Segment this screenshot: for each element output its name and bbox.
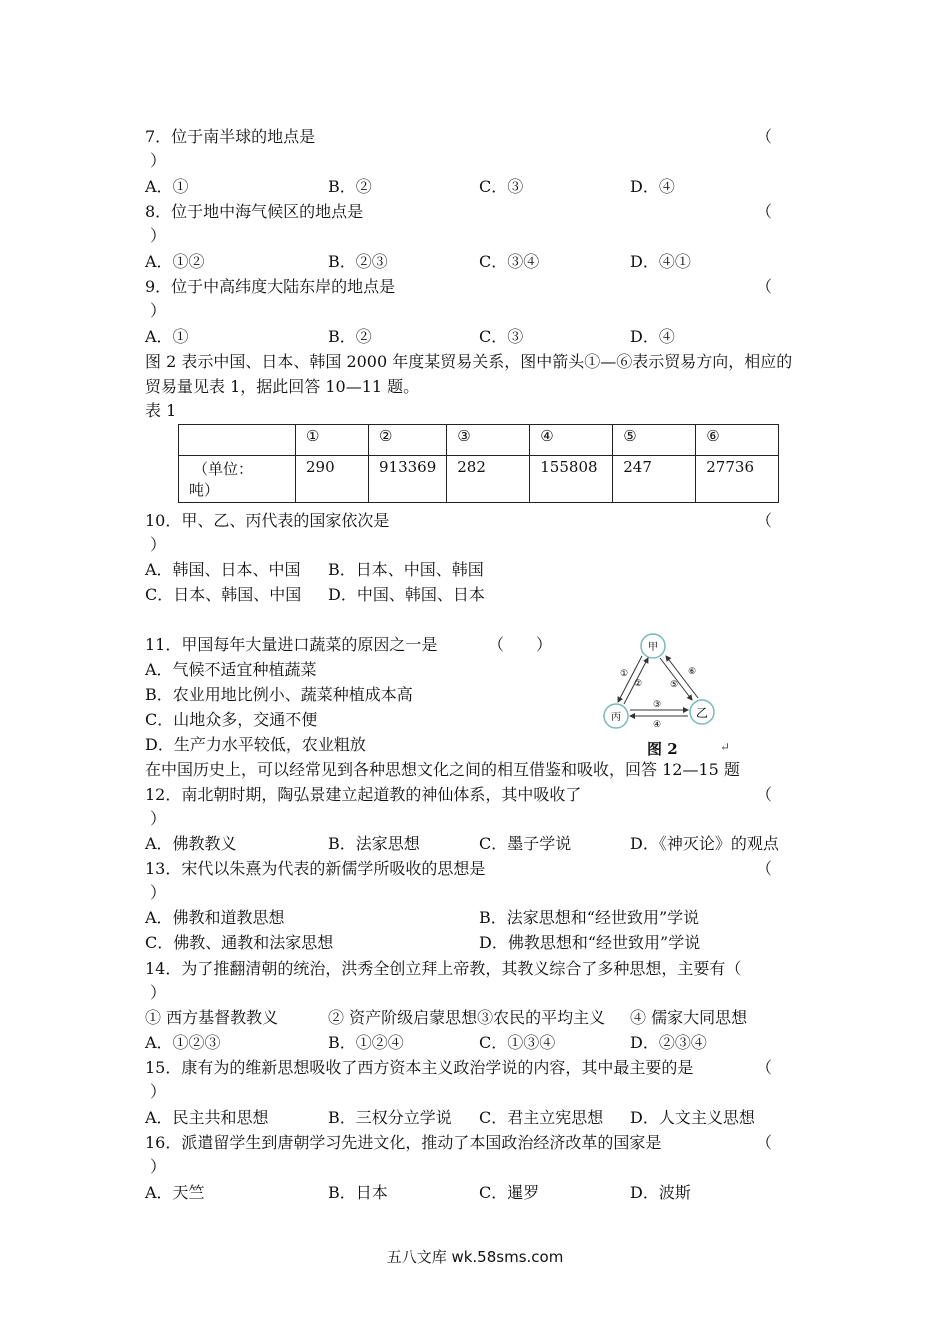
q15-stem: 15．康有为的维新思想吸收了西方资本主义政治学说的内容，其中最主要的是	[145, 1058, 694, 1077]
arrow-6-label: ⑥	[688, 667, 697, 677]
table1-header-cell: ①	[296, 425, 369, 456]
q8-stem: 8．位于地中海气候区的地点是	[145, 202, 364, 221]
q16-paren-close: ）	[150, 1157, 167, 1176]
q11-option-d: D．生产力水平较低，农业粗放	[145, 735, 366, 754]
arrow-6	[666, 656, 698, 698]
intro-12-15: 在中国历史上，可以经常见到各种思想文化之间的相互借鉴和吸收，回答 12—15 题	[145, 760, 740, 779]
q12-option-d: D．《神灭论》的观点	[630, 834, 779, 853]
table1-cell: 27736	[696, 456, 779, 503]
table1-row-label-1: （单位：	[193, 460, 254, 478]
intro-10-11-line1: 图 2 表示中国、日本、韩国 2000 年度某贸易关系，图中箭头①—⑥表示贸易方向，相应的	[145, 352, 793, 371]
q11-option-a: A．气候不适宜种植蔬菜	[145, 660, 317, 679]
node-c-label: 丙	[611, 712, 621, 723]
q8-option-c: C．③④	[479, 252, 540, 271]
table1-caption: 表 1	[145, 401, 177, 420]
q14-item-4: ④ 儒家大同思想	[630, 1008, 748, 1027]
q12-paren-open: （	[756, 785, 773, 804]
q12-paren-close: ）	[150, 809, 167, 828]
q10-option-b: B．日本、中国、韩国	[328, 560, 484, 579]
table1-cell: 247	[613, 456, 696, 503]
q13-option-b: B．法家思想和“经世致用”学说	[479, 908, 700, 927]
q13-paren-close: ）	[150, 883, 167, 902]
q16-option-a: A．天竺	[145, 1183, 205, 1202]
arrow-5-label: ⑤	[670, 680, 679, 690]
table1-header-cell: ④	[530, 425, 613, 456]
q11-paren: （ ）	[488, 635, 553, 654]
q10-stem: 10．甲、乙、丙代表的国家依次是	[145, 511, 390, 530]
q16-paren-open: （	[756, 1133, 773, 1152]
q15-option-b: B．三权分立学说	[328, 1108, 452, 1127]
q11-stem: 11．甲国每年大量进口蔬菜的原因之一是	[145, 635, 438, 654]
return-mark: ↵	[720, 740, 731, 754]
q9-option-d: D．④	[630, 327, 675, 346]
q9-option-c: C．③	[479, 327, 524, 346]
q10-paren-open: （	[756, 511, 773, 530]
q12-option-c: C．墨子学说	[479, 834, 572, 853]
q14-option-b: B．①②④	[328, 1033, 404, 1052]
q15-option-a: A．民主共和思想	[145, 1108, 269, 1127]
table1-cell: 290	[296, 456, 369, 503]
q9-option-b: B．②	[328, 327, 372, 346]
q12-option-b: B．法家思想	[328, 834, 420, 853]
q7-option-d: D．④	[630, 177, 675, 196]
q14-paren-close: ）	[150, 983, 167, 1002]
q7-option-b: B．②	[328, 177, 372, 196]
q10-option-c: C．日本、韩国、中国	[145, 585, 302, 604]
table1-header-cell: ③	[447, 425, 530, 456]
figure-2-caption: 图 2	[647, 740, 678, 758]
table1-header-cell	[179, 425, 296, 456]
q8-option-b: B．②③	[328, 252, 388, 271]
q10-option-a: A．韩国、日本、中国	[145, 560, 301, 579]
q9-stem: 9．位于中高纬度大陆东岸的地点是	[145, 277, 396, 296]
table1-data-row	[179, 456, 779, 503]
arrow-2-label: ②	[634, 679, 643, 689]
q12-stem: 12．南北朝时期，陶弘景建立起道教的神仙体系，其中吸收了	[145, 785, 582, 804]
q11-option-c: C．山地众多，交通不便	[145, 710, 318, 729]
q13-stem: 13．宋代以朱熹为代表的新儒学所吸收的思想是	[145, 859, 486, 878]
q16-option-b: B．日本	[328, 1183, 388, 1202]
q15-paren-close: ）	[150, 1082, 167, 1101]
arrow-3-label: ③	[653, 700, 662, 710]
q14-option-a: A．①②③	[145, 1033, 221, 1052]
q7-option-a: A．①	[145, 177, 189, 196]
node-a-label: 甲	[648, 642, 658, 653]
q9-paren-open: （	[756, 277, 773, 296]
q9-paren-close: ）	[150, 301, 167, 320]
arrow-1-label: ①	[620, 669, 629, 679]
q7-stem: 7．位于南半球的地点是	[145, 127, 316, 146]
table1-cell: 913369	[369, 456, 447, 503]
q7-option-c: C．③	[479, 177, 524, 196]
q7-paren-close: ）	[150, 151, 167, 170]
q10-paren-close: ）	[150, 535, 167, 554]
q15-paren-open: （	[756, 1058, 773, 1077]
q16-option-d: D．波斯	[630, 1183, 691, 1202]
q13-paren-open: （	[756, 859, 773, 878]
arrow-4-label: ④	[653, 720, 662, 730]
table1-row-label	[179, 456, 296, 503]
q15-option-c: C．君主立宪思想	[479, 1108, 604, 1127]
table1-row-label-2: 吨）	[189, 481, 220, 499]
q8-option-a: A．①②	[145, 252, 205, 271]
table1-header-cell: ②	[369, 425, 447, 456]
q14-item-1: ① 西方基督教教义	[145, 1008, 279, 1027]
q16-option-c: C．暹罗	[479, 1183, 540, 1202]
q13-option-c: C．佛教、通教和法家思想	[145, 933, 334, 952]
q14-item-2-3: ② 资产阶级启蒙思想③农民的平均主义	[328, 1008, 606, 1027]
q16-stem: 16．派遣留学生到唐朝学习先进文化，推动了本国政治经济改革的国家是	[145, 1133, 662, 1152]
arrow-5	[660, 658, 692, 700]
q8-paren-close: ）	[150, 226, 167, 245]
q12-option-a: A．佛教教义	[145, 834, 237, 853]
q7-paren-open: （	[756, 127, 773, 146]
table1-header-row	[179, 425, 779, 456]
q9-option-a: A．①	[145, 327, 189, 346]
q15-option-d: D．人文主义思想	[630, 1108, 755, 1127]
q13-option-d: D．佛教思想和“经世致用”学说	[479, 933, 701, 952]
q14-option-c: C．①③④	[479, 1033, 556, 1052]
q8-paren-open: （	[756, 202, 773, 221]
q10-option-d: D．中国、韩国、日本	[328, 585, 485, 604]
table1-header-cell: ⑤	[613, 425, 696, 456]
footer-watermark: 五八文库 wk.58sms.com	[386, 1248, 564, 1266]
q14-option-d: D．②③④	[630, 1033, 707, 1052]
q13-option-a: A．佛教和道教思想	[145, 908, 285, 927]
table1-header-cell: ⑥	[696, 425, 779, 456]
intro-10-11-line2: 贸易量见表 1，据此回答 10—11 题。	[145, 377, 420, 396]
table1-cell: 282	[447, 456, 530, 503]
q8-option-d: D．④①	[630, 252, 691, 271]
q11-option-b: B．农业用地比例小、蔬菜种植成本高	[145, 685, 413, 704]
node-b-label: 乙	[695, 706, 709, 720]
table1	[178, 424, 779, 503]
q14-stem: 14．为了推翻清朝的统治，洪秀全创立拜上帝教，其教义综合了多种思想，主要有（	[145, 959, 742, 978]
table1-cell: 155808	[530, 456, 613, 503]
